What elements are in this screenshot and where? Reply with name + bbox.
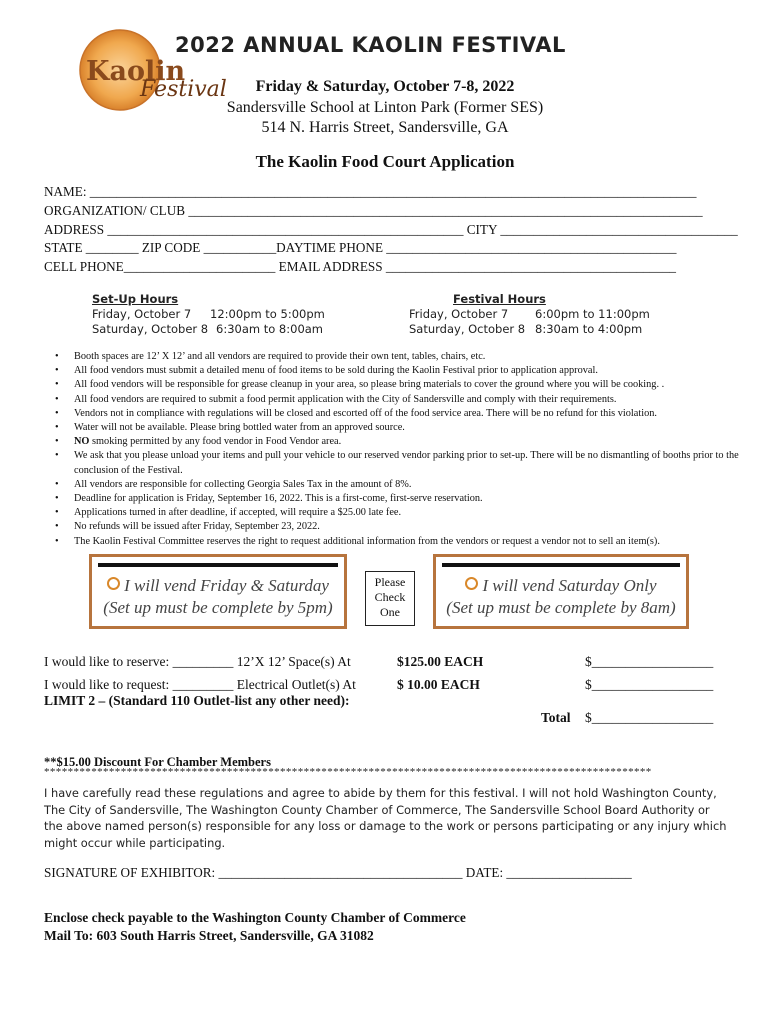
space-reserve-label[interactable]: I would like to reserve: _________ 12’X 12’ Space(s) At	[44, 654, 351, 669]
rule-item: • All food vendors will be responsible for grease cleanup in your area, so please bring materials to cover the ground where you will be cooking. .	[55, 379, 665, 391]
vend-friday-saturday-option[interactable]	[89, 554, 347, 629]
setup-hours	[92, 292, 325, 336]
rule-item: • Deadline for application is Friday, September 16, 2022. This is a first-come, first-serve reservation.	[55, 493, 483, 505]
festival-day: Friday, October 7	[409, 307, 509, 321]
rule-item: • Booth spaces are 12’ X 12’ and all vendors are required to provide their own tent, tables, chairs, etc.	[55, 351, 486, 362]
rule-item: • We ask that you please unload your items and pull your vehicle to our reserved vendor parking prior to set-up. There will be no dismantling of booths prior to the conclusion of the Festival.	[55, 450, 739, 476]
setup-time: 12:00pm to 5:00pm	[210, 307, 325, 321]
outlet-total-field[interactable]: $__________________	[585, 677, 714, 692]
setup-day: Friday, October 7	[92, 307, 192, 321]
chamber-discount-note: **$15.00 Discount For Chamber Members	[44, 755, 271, 769]
rule-item: • No refunds will be issued after Friday, September 23, 2022.	[55, 521, 320, 533]
signature-date-line[interactable]: SIGNATURE OF EXHIBITOR: _____________________________________ DATE: ___________________	[44, 865, 632, 880]
total-field[interactable]: $__________________	[585, 710, 714, 725]
outlet-price: $ 10.00 EACH	[397, 677, 480, 692]
mail-to-address: Mail To: 603 South Harris Street, Sandersville, GA 31082	[44, 928, 374, 943]
outlet-request-label[interactable]: I would like to request: _________ Electrical Outlet(s) At	[44, 677, 356, 692]
space-total-field[interactable]: $__________________	[585, 654, 714, 669]
rule-item: • Applications turned in after deadline, if accepted, will require a $25.00 late fee.	[55, 507, 402, 519]
festival-address: 514 N. Harris Street, Sandersville, GA	[261, 119, 509, 136]
outlet-limit-note: LIMIT 2 – (Standard 110 Outlet-list any other need):	[44, 693, 350, 708]
cell-email-field[interactable]: CELL PHONE_______________________ EMAIL ADDRESS ____________________________________________	[44, 259, 677, 274]
rule-item: • All food vendors are required to submit a food permit application with the City of Sandersville and comply with their requirements.	[55, 393, 617, 405]
svg-text:Festival: Festival	[140, 77, 227, 102]
setup-day: Saturday, October 8	[92, 322, 209, 336]
festival-hours	[409, 292, 650, 336]
svg-text:Kaolin: Kaolin	[86, 56, 186, 87]
vend-saturday-only-option[interactable]	[433, 554, 689, 629]
name-field[interactable]: NAME: ____________________________________________________________________________________________	[44, 184, 697, 199]
organization-field[interactable]: ORGANIZATION/ CLUB ______________________________________________________________________________	[44, 203, 703, 218]
total-label: Total	[541, 710, 571, 725]
radio-icon[interactable]	[465, 577, 478, 590]
festival-dates: Friday & Saturday, October 7-8, 2022	[255, 78, 515, 95]
setup-time: 6:30am to 8:00am	[216, 322, 324, 336]
festival-hours-heading: Festival Hours	[453, 292, 546, 306]
please-check-one-note: Please Check One	[365, 571, 415, 626]
waiver-text: I have carefully read these regulations and agree to abide by them for this festival. I will not hold Washington County, The City of Sandersville, The Washington County Chamber of Commerce, The Sandersville School Board Authority or the above named person(s) responsible for any loss or damage to the work or persons participating or any injury which might occur while participating.	[44, 786, 727, 850]
application-title: The Kaolin Food Court Application	[255, 152, 515, 171]
setup-hours-heading: Set-Up Hours	[92, 292, 179, 306]
box-top-bar	[442, 563, 680, 567]
vend-option-note: (Set up must be complete by 8am)	[446, 598, 676, 617]
festival-time: 8:30am to 4:00pm	[535, 322, 643, 336]
box-top-bar	[98, 563, 338, 567]
address-city-field[interactable]: ADDRESS ______________________________________________________ CITY ____________________________________	[44, 222, 738, 237]
check-payable-note: Enclose check payable to the Washington County Chamber of Commerce	[44, 910, 466, 925]
festival-title: 2022 ANNUAL KAOLIN FESTIVAL	[175, 33, 566, 57]
radio-icon[interactable]	[107, 577, 120, 590]
rule-item: • Water will not be available. Please bring bottled water from an approved source.	[55, 422, 405, 434]
vend-option-note: (Set up must be complete by 5pm)	[103, 598, 333, 617]
festival-day: Saturday, October 8	[409, 322, 526, 336]
festival-time: 6:00pm to 11:00pm	[535, 307, 650, 321]
rule-item: • NO smoking permitted by any food vendor in Food Vendor area.	[55, 436, 342, 448]
festival-venue: Sandersville School at Linton Park (Former SES)	[226, 99, 544, 116]
rules-list	[55, 350, 745, 549]
rule-item: • The Kaolin Festival Committee reserves the right to request additional information from the vendors or request a vendor not to sell an item(s).	[55, 535, 660, 547]
rule-item: • Vendors not in compliance with regulations will be closed and escorted off of the food service area. There will be no refund for this violation.	[55, 407, 657, 419]
state-zip-phone-field[interactable]: STATE ________ ZIP CODE ___________DAYTIME PHONE ____________________________________________	[44, 240, 677, 255]
separator-stars: *******************************************************************************************************	[44, 766, 652, 778]
rule-item: • All food vendors must submit a detailed menu of food items to be sold during the Kaolin Festival prior to application approval.	[55, 365, 598, 377]
vend-option-label: I will vend Friday & Saturday	[124, 576, 329, 595]
vend-option-label: I will vend Saturday Only	[482, 576, 657, 595]
rule-item: • All vendors are responsible for collecting Georgia Sales Tax in the amount of 8%.	[55, 478, 412, 490]
space-price: $125.00 EACH	[397, 654, 484, 669]
